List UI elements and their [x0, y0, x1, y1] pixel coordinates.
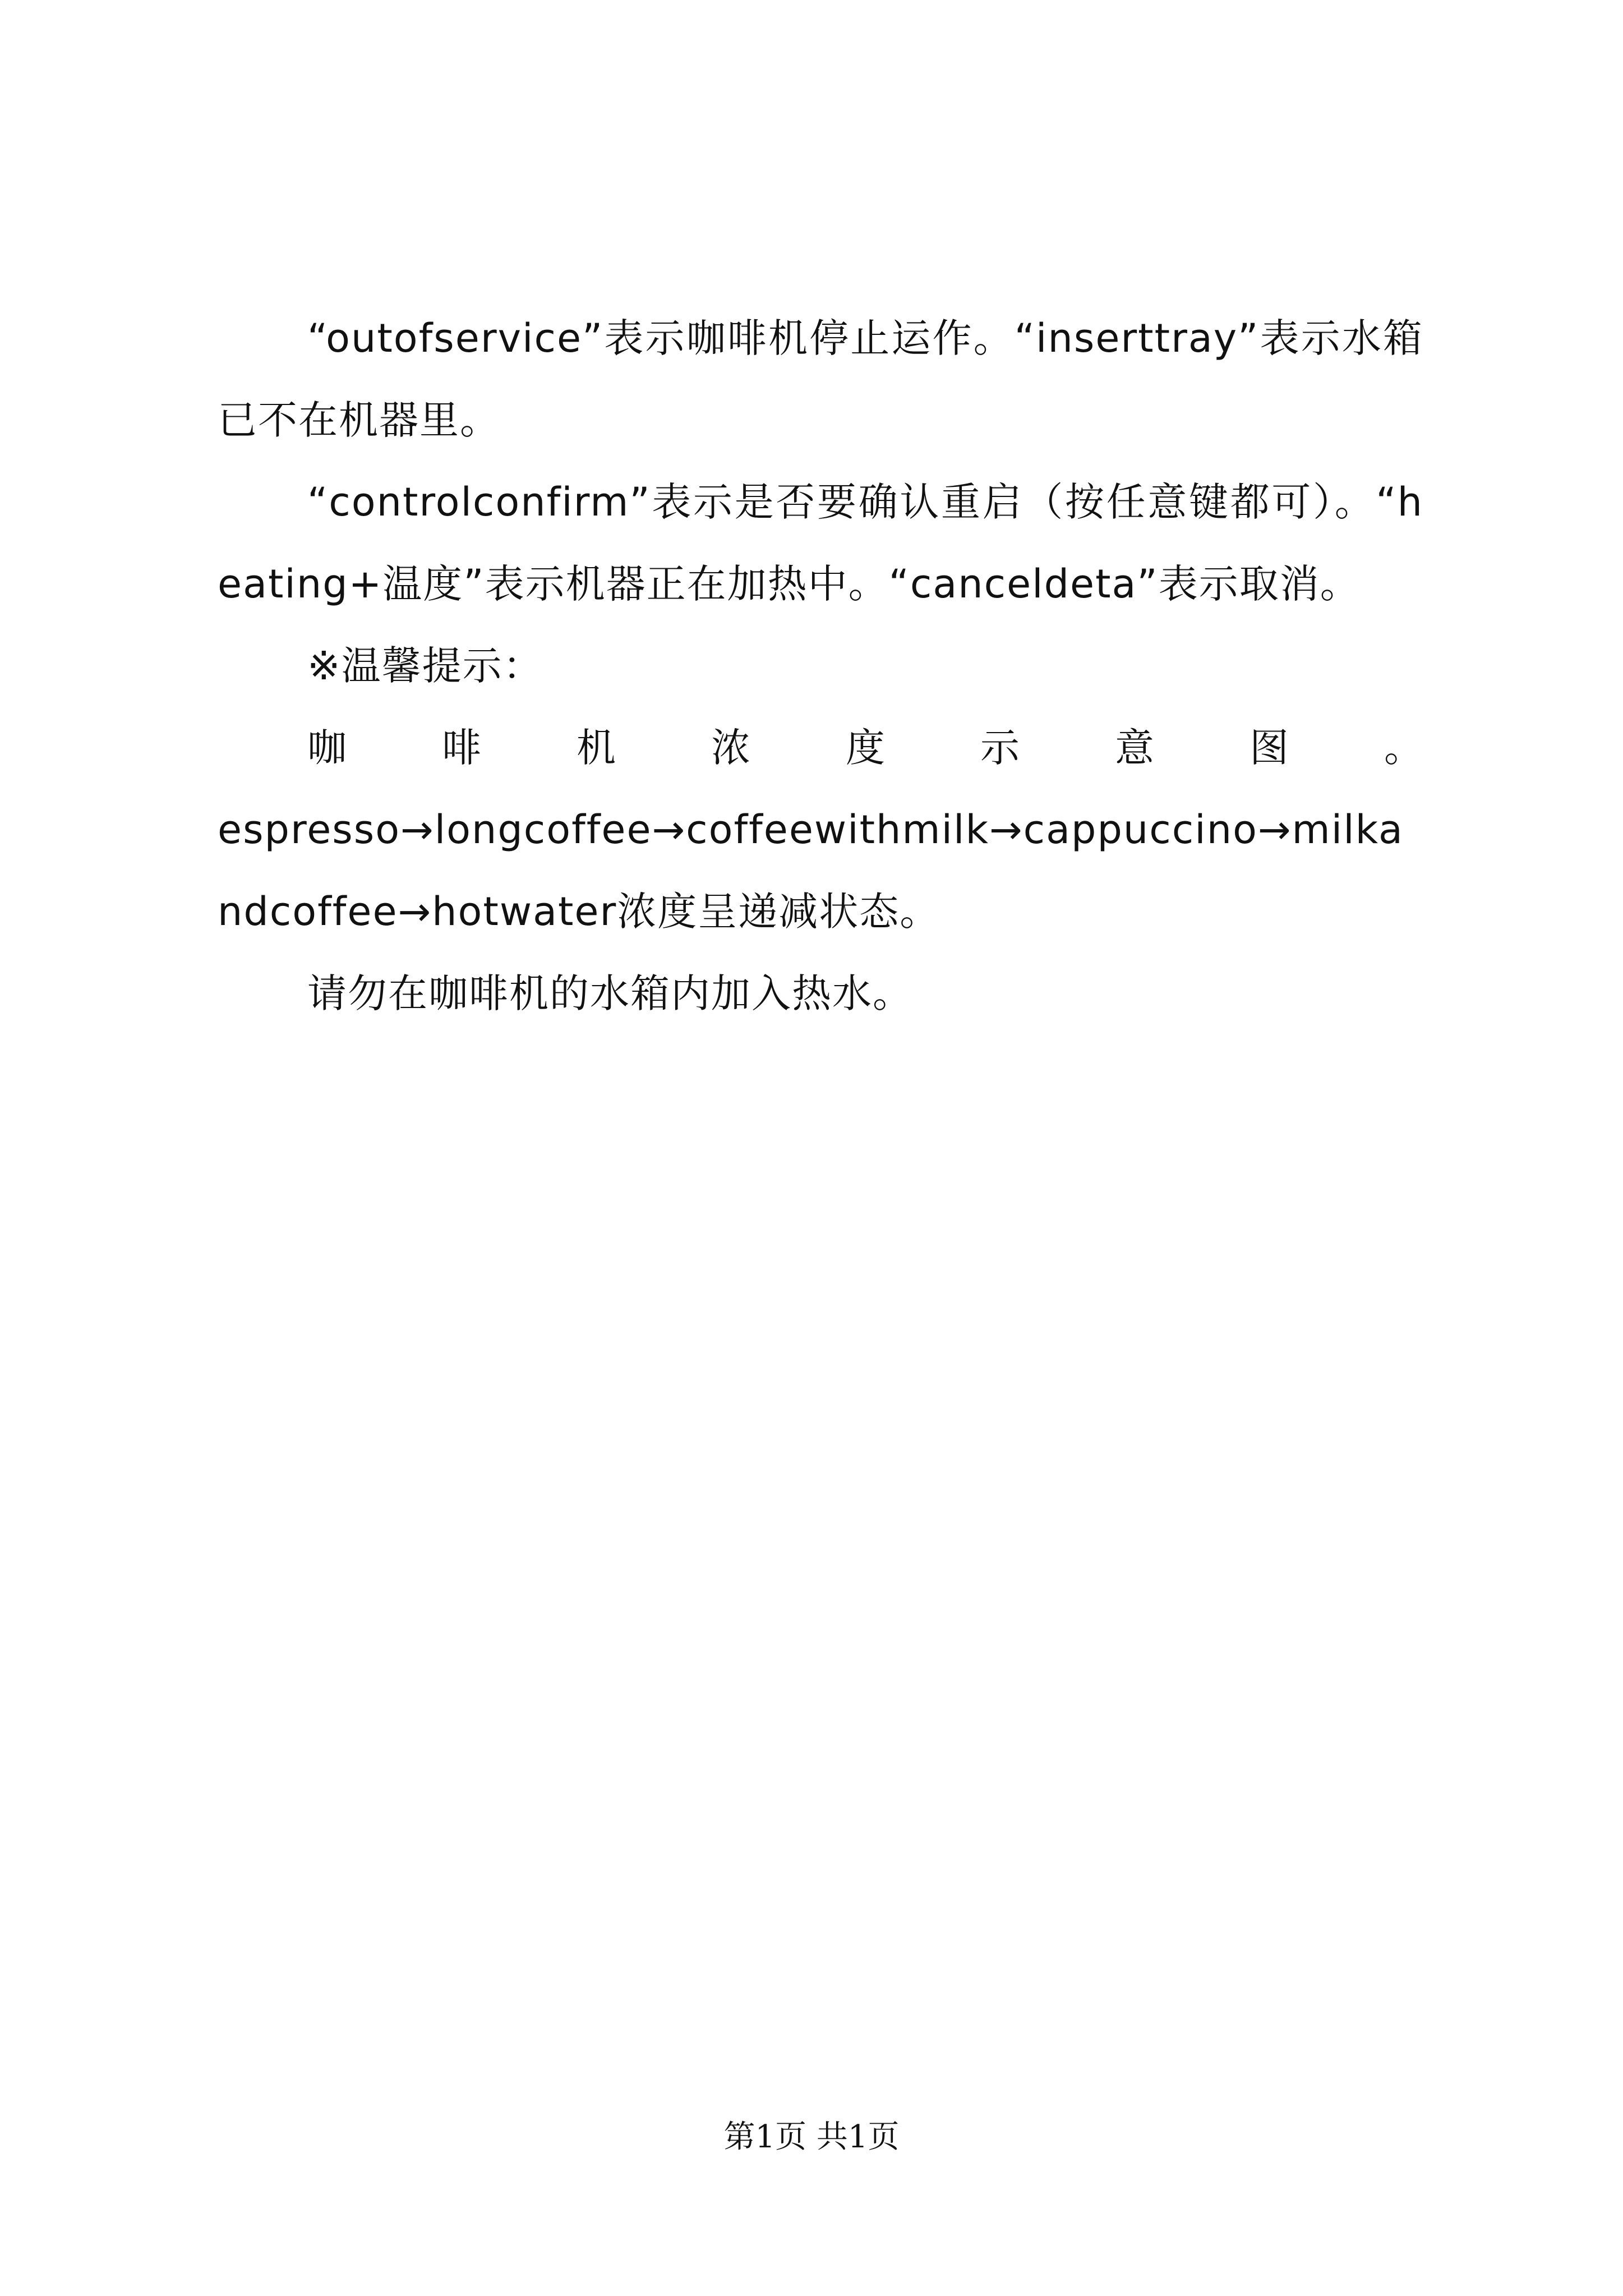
paragraph-control-messages: “controlconfirm”表示是否要确认重启（按任意键都可）。“heating+温度”表示机器正在加热中。“canceldeta”表示取消。	[218, 479, 1423, 607]
paragraph-status-messages: “outofservice”表示咖啡机停止运作。“inserttray”表示水箱已不在机器里。	[218, 315, 1423, 443]
page-footer	[0, 2118, 1623, 2157]
paragraph-strength-sequence: espresso→longcoffee→coffeewithmilk→cappuccino→milkandcoffee→hotwater浓度呈递减状态。	[218, 807, 1404, 935]
paragraph-strength-diagram-title: 咖啡机浓度示意图。	[307, 725, 1423, 771]
page-number-label: 第1页 共1页	[723, 2119, 900, 2155]
paragraph-tip-heading: ※温馨提示：	[307, 643, 543, 689]
body-text	[218, 297, 1423, 1034]
paragraph-hot-water-warning: 请勿在咖啡机的水箱内加入热水。	[307, 970, 913, 1016]
